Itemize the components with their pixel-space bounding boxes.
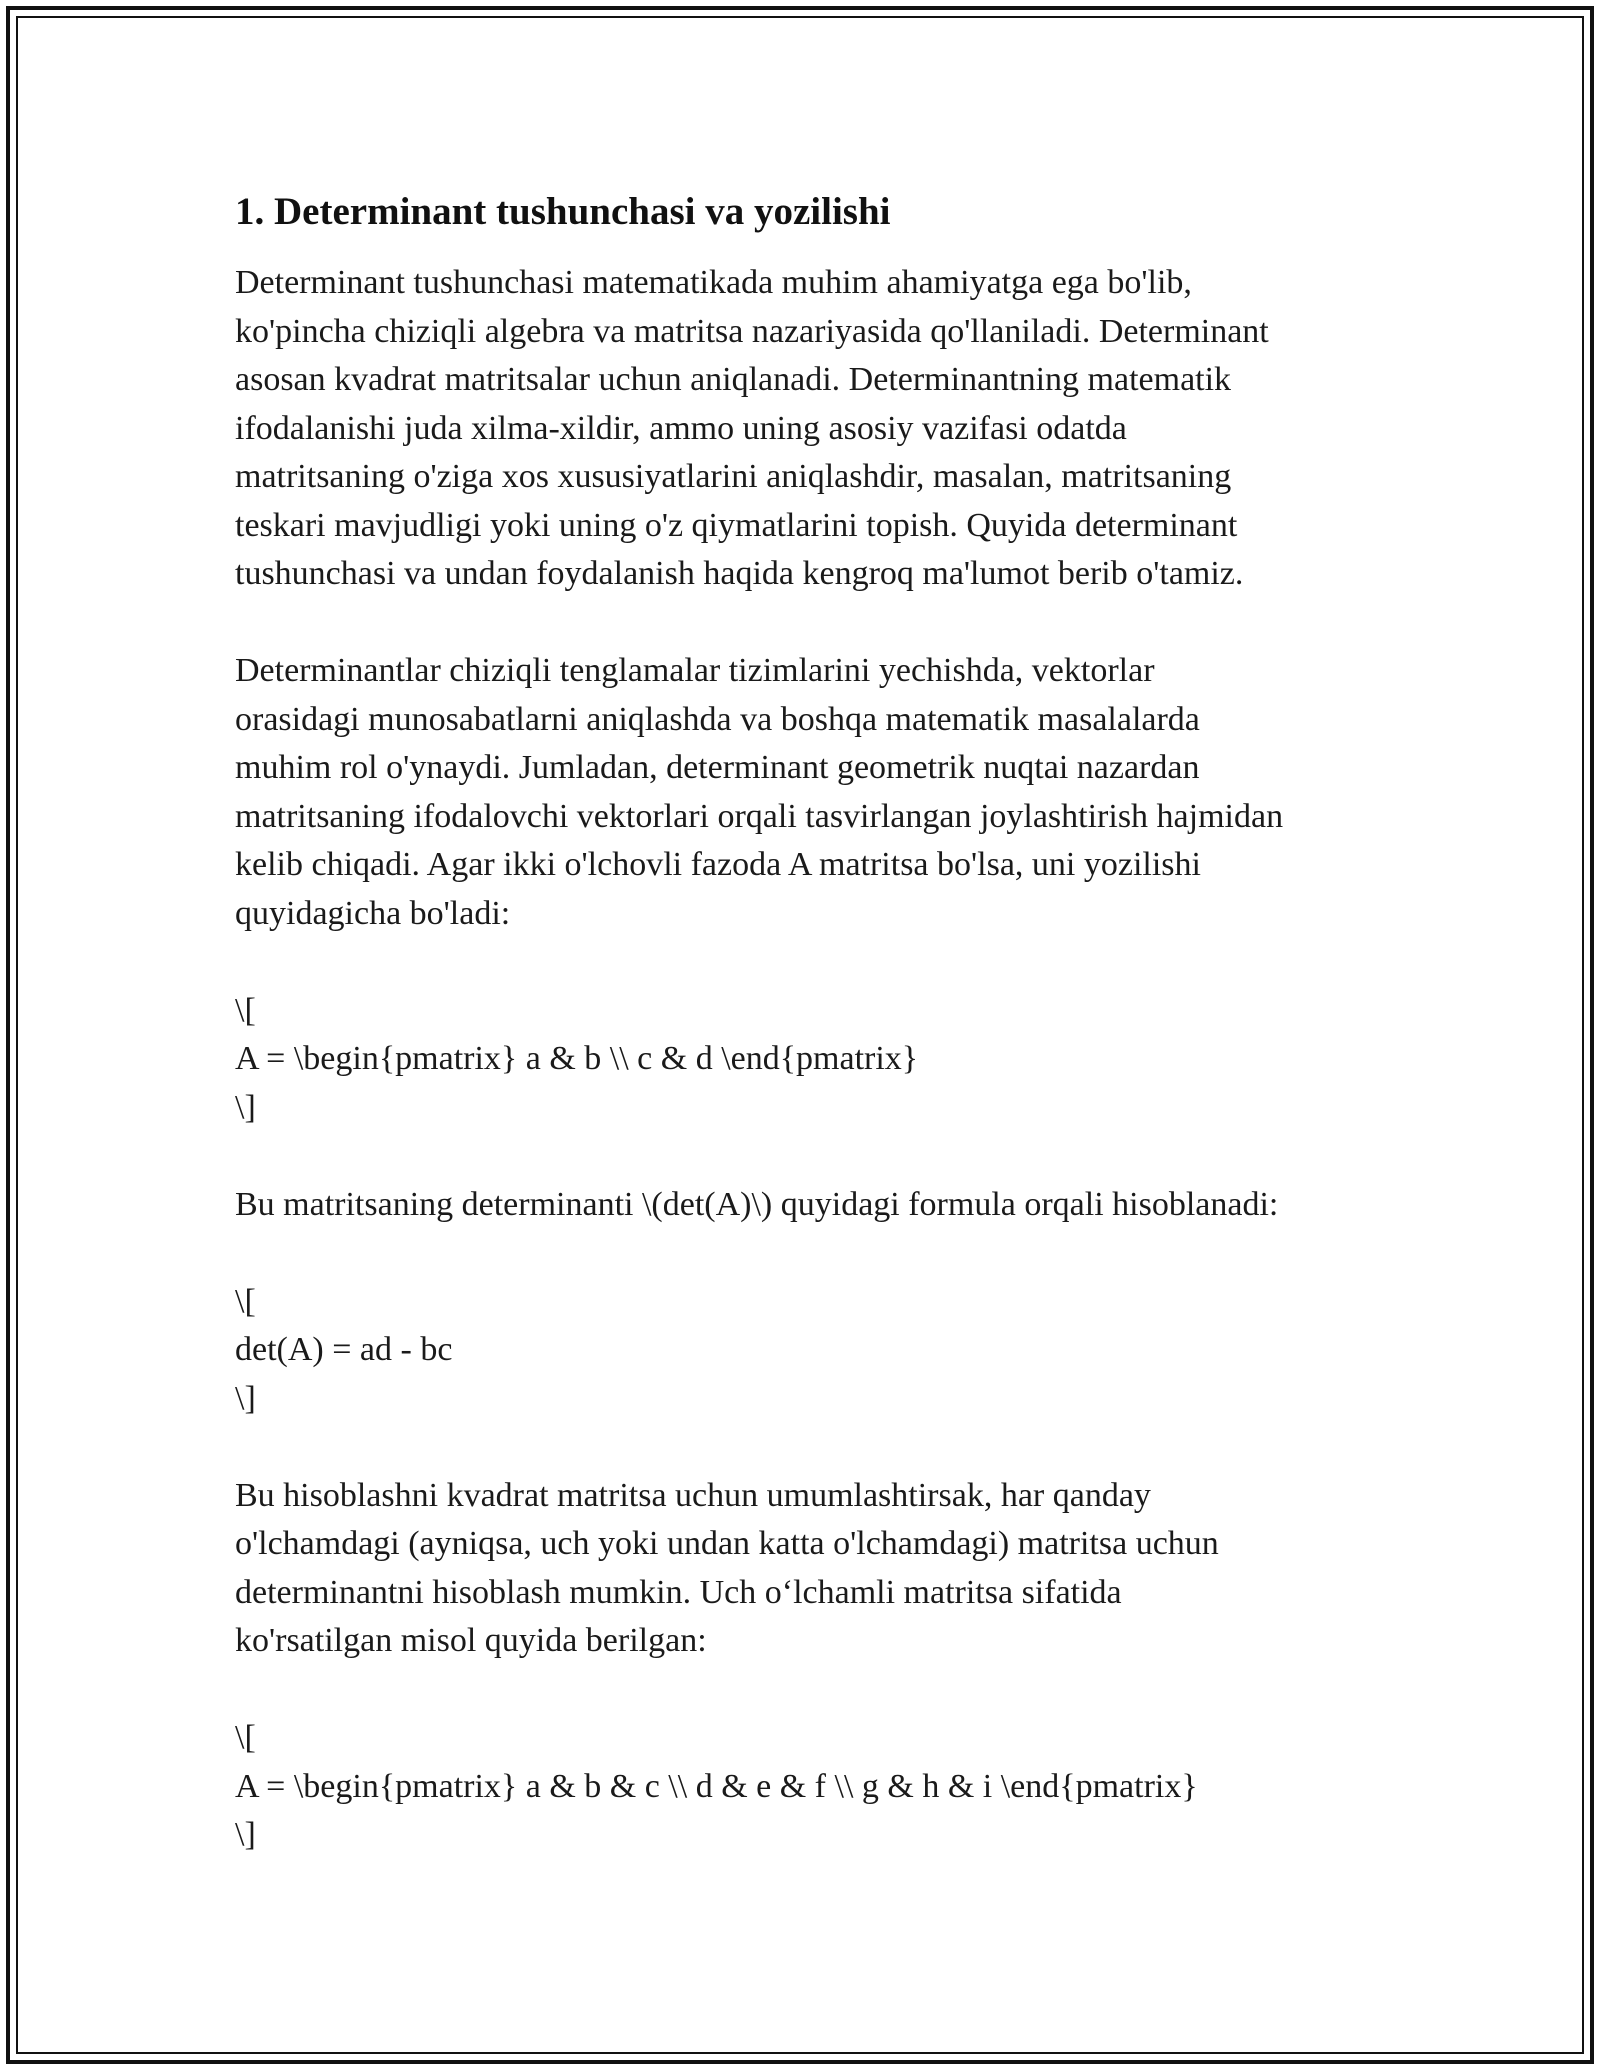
paragraph-spacer <box>235 1666 1385 1715</box>
paragraph-intro: Determinant tushunchasi matematikada muhim ahamiyatga ega bo'lib, ko'pincha chiziqli algebra va matritsa nazariyasida qo'llaniladi. Determinant asosan kvadrat matritsalar uchun aniqlanadi. Determinantning matematik ifodalanishi juda xilma-xildir, ammo uning asosiy vazifasi odatda matritsaning o'ziga xos xususiyatlarini aniqlashdir, masalan, matritsaning teskari mavjudligi yoki uning o'z qiymatlarini topish. Quyida determinant tushunchasi va undan foydalanish haqida kengroq ma'lumot berib o'tamiz. <box>235 264 1269 592</box>
paragraph-spacer <box>235 1229 1385 1278</box>
paragraph-spacer <box>235 1423 1385 1472</box>
formula-3x3-matrix: \[ A = \begin{pmatrix} a & b & c \\ d & e & f \\ g & h & i \end{pmatrix} \] <box>235 1719 1198 1853</box>
formula-2x2-matrix: \[ A = \begin{pmatrix} a & b \\ c & d \end{pmatrix} \] <box>235 991 919 1126</box>
paragraph-spacer <box>235 599 1385 648</box>
paragraph-spacer <box>235 938 1385 987</box>
section-heading: 1. Determinant tushunchasi va yozilishi <box>235 190 891 233</box>
paragraph-applications: Determinantlar chiziqli tenglamalar tizimlarini yechishda, vektorlar orasidagi munosabatlarni aniqlashda va boshqa matematik masalalarda muhim rol o'ynaydi. Jumladan, determinant geometrik nuqtai nazardan matritsaning ifodalovchi vektorlari orqali tasvirlangan joylashtirish hajmidan kelib chiqadi. Agar ikki o'lchovli fazoda A matritsa bo'lsa, uni yozilishi quyidagicha bo'ladi: <box>235 652 1284 932</box>
paragraph-determinant-formula-intro: Bu matritsaning determinanti \(det(A)\) quyidagi formula orqali hisoblanadi: <box>235 1185 1279 1223</box>
formula-determinant-2x2: \[ det(A) = ad - bc \] <box>235 1282 453 1417</box>
paragraph-generalization: Bu hisoblashni kvadrat matritsa uchun umumlashtirsak, har qanday o'lchamdagi (ayniqsa, uch yoki undan katta o'lchamdagi) matritsa uchun determinantni hisoblash mumkin. Uch o‘lchamli matritsa sifatida ko'rsatilgan misol quyida berilgan: <box>235 1476 1219 1659</box>
paragraph-spacer <box>235 1132 1385 1181</box>
document-body <box>235 185 1385 1860</box>
